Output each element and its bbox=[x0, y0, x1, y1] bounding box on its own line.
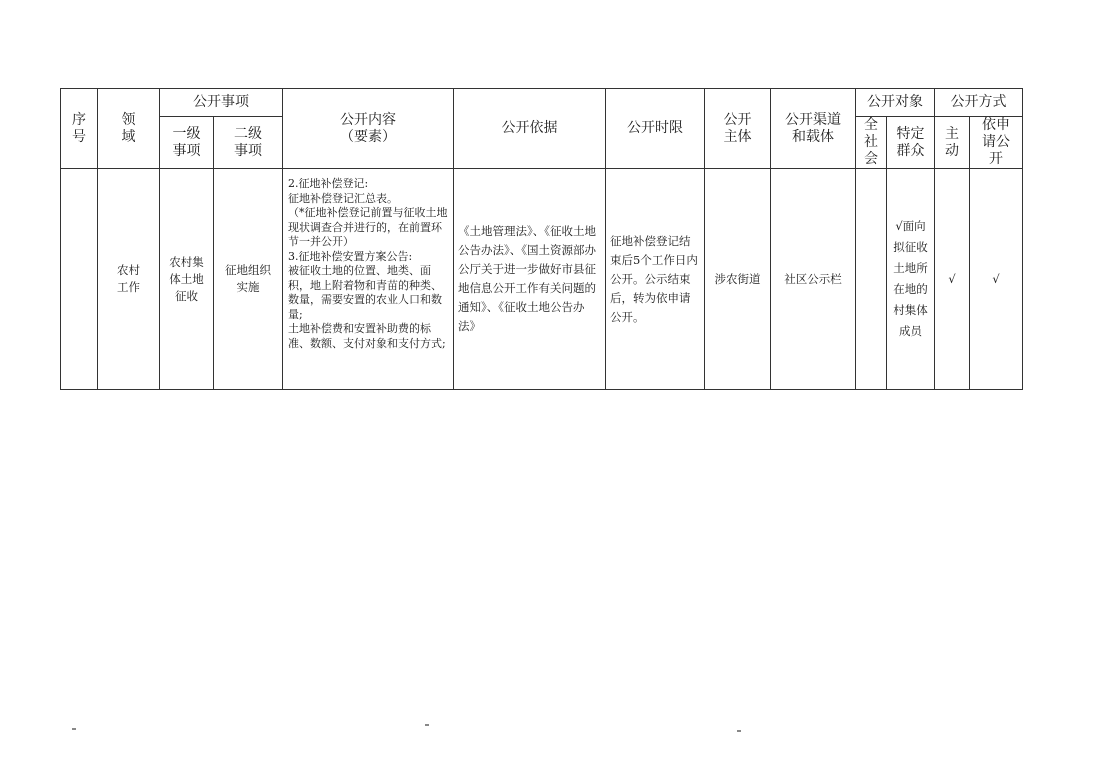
content-line: 3.征地补偿安置方案公告: bbox=[288, 249, 413, 263]
header-target-group-label: 特定群众 bbox=[896, 125, 925, 159]
header-items: 公开事项 bbox=[160, 89, 283, 117]
header-method: 公开方式 bbox=[935, 89, 1023, 117]
cell-seq bbox=[61, 169, 98, 390]
header-level2 bbox=[214, 117, 283, 169]
header-method-apply-label: 依申请公开 bbox=[982, 117, 1010, 167]
header-method-apply bbox=[970, 117, 1023, 169]
cell-level1 bbox=[160, 169, 214, 390]
cell-channel: 社区公示栏 bbox=[771, 169, 856, 390]
header-seq bbox=[61, 89, 98, 169]
header-channel bbox=[771, 89, 856, 169]
header-seq-label: 序号 bbox=[72, 111, 86, 145]
header-content-sub: （要素） bbox=[340, 128, 396, 145]
header-subject bbox=[705, 89, 771, 169]
scan-dot bbox=[737, 730, 741, 732]
header-target: 公开对象 bbox=[856, 89, 935, 117]
header-level2-label: 二级事项 bbox=[234, 125, 262, 159]
header-content-label: 公开内容 bbox=[340, 111, 396, 128]
header-time-limit: 公开时限 bbox=[606, 89, 705, 169]
content-line: 2.征地补偿登记: bbox=[288, 177, 369, 190]
header-level1 bbox=[160, 117, 214, 169]
cell-time-limit: 征地补偿登记结束后5个工作日内公开。公示结束后，转为依申请公开。 bbox=[606, 169, 705, 390]
disclosure-table bbox=[60, 88, 1023, 390]
content-line: 土地补偿费和安置补助费的标准、数额、支付对象和支付方式; bbox=[288, 322, 446, 350]
table-row bbox=[61, 169, 1023, 390]
content-line: 征地补偿登记汇总表。 bbox=[288, 191, 398, 205]
header-field-label: 领域 bbox=[121, 111, 136, 145]
cell-content bbox=[283, 169, 454, 390]
cell-target-group bbox=[887, 169, 935, 390]
cell-method-apply: √ bbox=[970, 169, 1023, 390]
cell-subject: 涉农街道 bbox=[705, 169, 771, 390]
cell-level2-text: 征地组织实施 bbox=[225, 263, 271, 294]
cell-basis: 《土地管理法》、《征收土地公告办法》、《国土资源部办公厅关于进一步做好市县征地信息公开工作有关问题的通知》、《征收土地公告办法》 bbox=[454, 169, 606, 390]
cell-level1-text: 农村集体土地征收 bbox=[169, 254, 204, 303]
cell-method-active: √ bbox=[935, 169, 970, 390]
header-content bbox=[283, 89, 454, 169]
header-basis: 公开依据 bbox=[454, 89, 606, 169]
header-method-active bbox=[935, 117, 970, 169]
cell-field-text: 农村工作 bbox=[117, 263, 140, 294]
cell-target-group-text: √面向拟征收土地所在地的村集体成员 bbox=[893, 219, 928, 338]
content-line: （*征地补偿登记前置与征收土地现状调查合并进行的，在前置环节一并公开） bbox=[288, 206, 448, 248]
header-target-all-label: 全社会 bbox=[864, 117, 878, 167]
header-target-group bbox=[887, 117, 935, 169]
header-target-all bbox=[856, 117, 887, 169]
cell-target-all bbox=[856, 169, 887, 390]
cell-field bbox=[98, 169, 160, 390]
scan-dot bbox=[72, 728, 76, 730]
header-subject-label: 公开主体 bbox=[723, 111, 752, 145]
header-level1-label: 一级事项 bbox=[172, 125, 201, 159]
header-field bbox=[98, 89, 160, 169]
scan-dot bbox=[425, 724, 429, 726]
cell-level2 bbox=[214, 169, 283, 390]
disclosure-table-container bbox=[60, 88, 1023, 390]
header-method-active-label: 主动 bbox=[945, 125, 959, 159]
content-line: 被征收土地的位置、地类、面积，地上附着物和青苗的种类、数量，需要安置的农业人口和数量; bbox=[288, 264, 442, 321]
header-channel-label: 公开渠道和载体 bbox=[785, 111, 841, 145]
